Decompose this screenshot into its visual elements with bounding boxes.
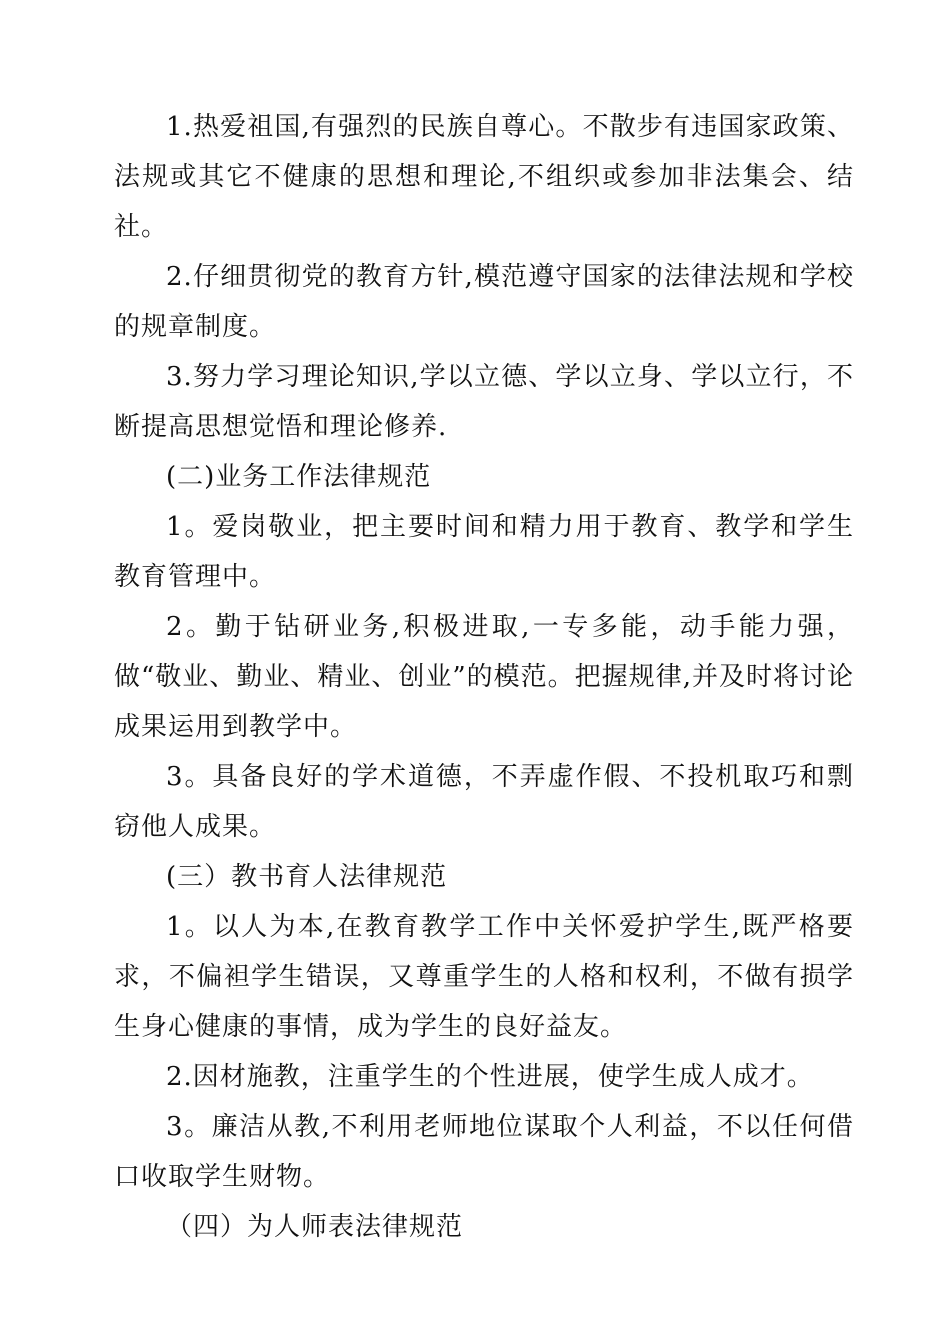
paragraph-3: 3.努力学习理论知识,学以立德、学以立身、学以立行，不断提高思想觉悟和理论修养. [114, 362, 854, 442]
section-heading-3: (三）教书育人法律规范 [166, 862, 448, 892]
section-heading-2: (二)业务工作法律规范 [166, 462, 432, 492]
section-heading-4: （四）为人师表法律规范 [166, 1212, 464, 1242]
paragraph-11: 3。廉洁从教,不利用老师地位谋取个人利益，不以任何借口收取学生财物。 [114, 1112, 854, 1192]
paragraph-10: 2.因材施教，注重学生的个性进展，使学生成人成才。 [166, 1062, 814, 1092]
paragraph-5: 1。爱岗敬业，把主要时间和精力用于教育、教学和学生教育管理中。 [114, 512, 854, 592]
paragraph-1: 1.热爱祖国,有强烈的民族自尊心。不散步有违国家政策、法规或其它不健康的思想和理论,不组织或参加非法集会、结社。 [114, 112, 854, 242]
paragraph-6: 2。勤于钻研业务,积极进取,一专多能，动手能力强，做“敬业、勤业、精业、创业”的模范。把握规律,并及时将讨论成果运用到教学中。 [114, 612, 854, 742]
paragraph-9: 1。以人为本,在教育教学工作中关怀爱护学生,既严格要求，不偏袒学生错误，又尊重学生的人格和权利，不做有损学生身心健康的事情，成为学生的良好益友。 [114, 912, 854, 1042]
document-body [114, 102, 854, 1252]
paragraph-2: 2.仔细贯彻党的教育方针,模范遵守国家的法律法规和学校的规章制度。 [114, 262, 854, 342]
paragraph-7: 3。具备良好的学术道德，不弄虚作假、不投机取巧和剽窃他人成果。 [114, 762, 854, 842]
